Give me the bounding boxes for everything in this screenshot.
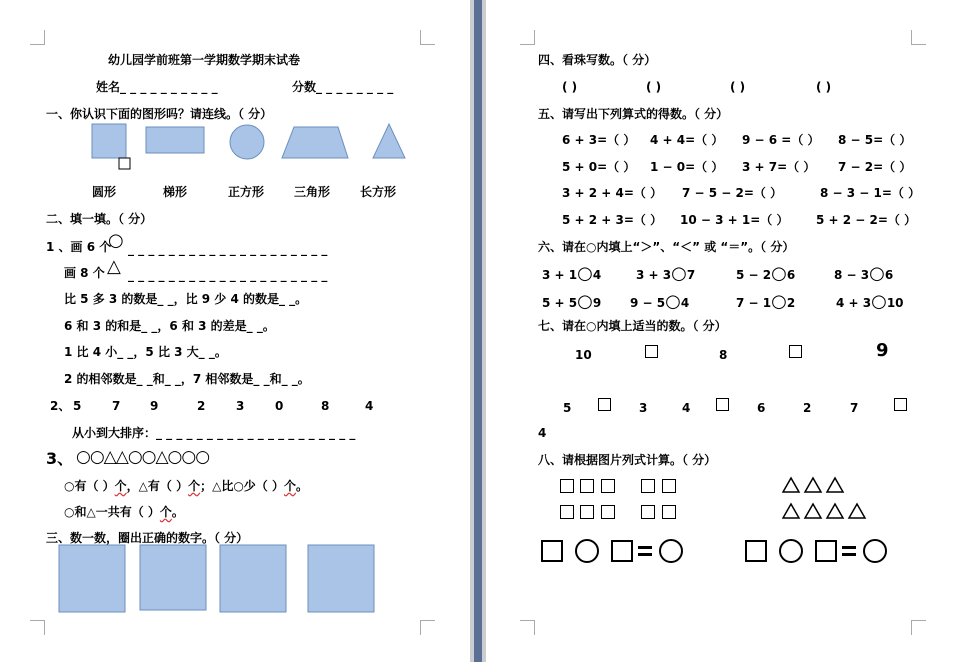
circle-icon: ○ xyxy=(108,230,124,251)
compare-item xyxy=(630,291,690,312)
q2-number: 5 xyxy=(73,399,82,413)
q2-number: 9 xyxy=(150,399,159,413)
crop-mark xyxy=(420,620,435,635)
bead-blank: ( ) xyxy=(730,80,746,94)
square-picture xyxy=(641,479,655,493)
compare-item xyxy=(834,263,894,284)
sequence-number: 9 xyxy=(876,340,889,361)
calc-item: 3 + 2 + 4=（ ） xyxy=(562,186,663,200)
calc-item: 5 + 0=（ ） xyxy=(562,160,636,174)
compare-left: 7 − 1 xyxy=(736,296,772,310)
compare-item xyxy=(736,263,796,284)
left-page xyxy=(0,0,470,662)
square-shape xyxy=(92,124,126,158)
compare-right: 4 xyxy=(680,296,690,310)
q2-label: 2、 xyxy=(50,399,71,413)
triangle-picture xyxy=(805,478,821,492)
section-2-heading: 二、填一填。（ 分） xyxy=(46,212,153,226)
calc-item: 4 + 4=（ ） xyxy=(650,133,724,147)
exam-title: 幼儿园学前班第一学期数学期末试卷 xyxy=(108,53,301,67)
equation-box xyxy=(542,541,562,561)
counting-pictures xyxy=(56,542,378,614)
section-8-heading: 八、请根据图片列式计算。（ 分） xyxy=(538,453,717,467)
equals-sign xyxy=(842,553,856,556)
picture-box-1 xyxy=(59,545,125,612)
shape-label-trapezoid: 梯形 xyxy=(163,185,188,199)
triangle-picture xyxy=(805,504,821,518)
compare-left: 3 + 1 xyxy=(542,268,578,282)
q1-compare: 比 5 多 3 的数是_ _，比 9 少 4 的数是_ _。 xyxy=(64,292,308,306)
rectangle-shape xyxy=(146,127,204,153)
q3-ge-2: 个 xyxy=(188,479,201,493)
calc-item: 8 − 3 − 1=（ ） xyxy=(820,186,921,200)
calc-item: 8 − 5=（ ） xyxy=(838,133,912,147)
triangle-shape xyxy=(373,124,405,158)
compare-right: 6 xyxy=(786,268,796,282)
bead-blank: ( ) xyxy=(562,80,578,94)
compare-left: 4 + 3 xyxy=(836,296,872,310)
q1-draw-line-1: _ _ _ _ _ _ _ _ _ _ _ _ _ _ _ _ _ _ _ _ xyxy=(128,242,328,256)
equation-right xyxy=(742,537,902,567)
section-3-heading: 三、数一数，圈出正确的数字。（ 分） xyxy=(46,531,249,545)
q1-draw-triangles: 画 8 个 xyxy=(64,266,105,280)
equation-circle xyxy=(864,540,886,562)
calc-item: 3 + 7=（ ） xyxy=(742,160,816,174)
blank-circle-icon: ○ xyxy=(771,263,787,284)
compare-item xyxy=(542,291,602,312)
section-7-heading: 七、请在○内填上适当的数。（ 分） xyxy=(538,319,727,333)
sequence-number: 4 xyxy=(682,401,691,415)
triangle-picture xyxy=(783,478,799,492)
compare-right: 6 xyxy=(884,268,894,282)
section-6-heading: 六、请在○内填上“＞”、“＜” 或 “＝”。（ 分） xyxy=(538,240,795,254)
bead-blank: ( ) xyxy=(816,80,832,94)
compare-left: 5 + 5 xyxy=(542,296,578,310)
square-picture xyxy=(662,479,676,493)
q3-total-line xyxy=(64,504,184,520)
square-picture xyxy=(662,505,676,519)
calc-item: 5 + 2 + 3=（ ） xyxy=(562,213,663,227)
blank-circle-icon: ○ xyxy=(577,263,593,284)
equals-sign xyxy=(842,546,856,549)
q2-number: 7 xyxy=(112,399,121,413)
compare-item xyxy=(836,291,904,312)
picture-box-2 xyxy=(140,545,206,610)
blank-circle-icon: ○ xyxy=(869,263,885,284)
q2-sort-line: 从小到大排序：_ _ _ _ _ _ _ _ _ _ _ _ _ _ _ _ _ _ _ _ xyxy=(72,426,356,440)
square-picture xyxy=(601,505,615,519)
square-picture xyxy=(601,479,615,493)
equation-left xyxy=(538,537,698,567)
equals-sign xyxy=(638,546,652,549)
crop-mark xyxy=(520,30,535,45)
sequence-number: 6 xyxy=(757,401,766,415)
q3-triangles-count: ，△有（ ） xyxy=(126,479,189,493)
crop-mark xyxy=(420,30,435,45)
q3-period: 。 xyxy=(296,479,309,493)
q2-number: 4 xyxy=(365,399,374,413)
answer-box[interactable] xyxy=(645,345,658,358)
q3-count-line xyxy=(64,478,308,494)
q1-neighbors: 2 的相邻数是_ _和_ _，7 相邻数是_ _和_ _。 xyxy=(64,372,310,386)
shapes-row xyxy=(86,122,416,174)
small-square-marker xyxy=(119,158,130,169)
compare-item xyxy=(636,263,696,284)
q1-draw-circles: 1 、画 6 个 xyxy=(46,240,112,254)
sequence-number: 3 xyxy=(639,401,648,415)
answer-box[interactable] xyxy=(789,345,802,358)
equation-box xyxy=(612,541,632,561)
compare-item xyxy=(542,263,602,284)
calc-item: 9 − 6 =（ ） xyxy=(742,133,820,147)
blank-circle-icon: ○ xyxy=(771,291,787,312)
compare-right: 7 xyxy=(686,268,696,282)
picture-box-3 xyxy=(220,545,286,612)
equation-box xyxy=(746,541,766,561)
q1-smaller-bigger: 1 比 4 小_ _，5 比 3 大_ _。 xyxy=(64,345,227,359)
calc-item: 1 − 0=（ ） xyxy=(650,160,724,174)
crop-mark xyxy=(30,620,45,635)
sequence-number: 4 xyxy=(538,426,547,440)
q3-compare-count: ；△比○少（ ） xyxy=(200,479,284,493)
sequence-number: 8 xyxy=(719,348,728,362)
blank-circle-icon: ○ xyxy=(871,291,887,312)
shape-label-circle: 圆形 xyxy=(92,185,117,199)
shape-label-triangle: 三角形 xyxy=(294,185,331,199)
answer-box[interactable] xyxy=(598,398,611,411)
calc-item: 10 − 3 + 1=（ ） xyxy=(680,213,789,227)
compare-left: 5 − 2 xyxy=(736,268,772,282)
gutter-bar xyxy=(474,0,482,662)
blank-circle-icon: ○ xyxy=(665,291,681,312)
crop-mark xyxy=(911,620,926,635)
equation-circle xyxy=(576,540,598,562)
equation-circle xyxy=(780,540,802,562)
shape-label-rectangle: 长方形 xyxy=(360,185,397,199)
page-gutter xyxy=(470,0,486,662)
calc-item: 7 − 2=（ ） xyxy=(838,160,912,174)
equation-box xyxy=(816,541,836,561)
q3-total: ○和△一共有（ ） xyxy=(64,505,160,519)
compare-left: 8 − 3 xyxy=(834,268,870,282)
q3-period: 。 xyxy=(171,505,184,519)
circle-shape xyxy=(230,125,264,159)
crop-mark xyxy=(911,30,926,45)
shape-label-square: 正方形 xyxy=(228,185,265,199)
triangle-picture xyxy=(827,478,843,492)
picture-box-4 xyxy=(308,545,374,612)
q1-sum-diff: 6 和 3 的和是_ _，6 和 3 的差是_ _。 xyxy=(64,319,275,333)
calc-item: 7 − 5 − 2=（ ） xyxy=(682,186,783,200)
bead-blank: ( ) xyxy=(646,80,662,94)
equation-circle xyxy=(660,540,682,562)
compare-right: 10 xyxy=(886,296,904,310)
compare-right: 4 xyxy=(592,268,602,282)
triangle-picture xyxy=(783,504,799,518)
q2-number: 8 xyxy=(321,399,330,413)
q2-number: 2 xyxy=(197,399,206,413)
calc-item: 6 + 3=（ ） xyxy=(562,133,636,147)
answer-box[interactable] xyxy=(894,398,907,411)
sequence-number: 2 xyxy=(803,401,812,415)
q3-label: 3、 xyxy=(46,449,74,468)
square-picture xyxy=(560,505,574,519)
q2-number: 3 xyxy=(236,399,245,413)
square-picture xyxy=(560,479,574,493)
square-picture xyxy=(641,505,655,519)
calc-item: 5 + 2 − 2=（ ） xyxy=(816,213,917,227)
blank-circle-icon: ○ xyxy=(577,291,593,312)
triangle-pictures xyxy=(782,476,872,522)
q1-draw-line-2: _ _ _ _ _ _ _ _ _ _ _ _ _ _ _ _ _ _ _ _ xyxy=(128,268,328,282)
sequence-number: 5 xyxy=(563,401,572,415)
square-picture xyxy=(580,505,594,519)
right-page xyxy=(486,0,959,662)
sequence-number: 7 xyxy=(850,401,859,415)
compare-left: 9 − 5 xyxy=(630,296,666,310)
compare-right: 9 xyxy=(592,296,602,310)
section-5-heading: 五、请写出下列算式的得数。（ 分） xyxy=(538,107,729,121)
q3-ge-3: 个 xyxy=(284,479,297,493)
answer-box[interactable] xyxy=(716,398,729,411)
triangle-picture xyxy=(849,504,865,518)
triangle-icon: △ xyxy=(107,256,121,277)
q3-shapes: ○○△△○○△○○○ xyxy=(76,447,210,467)
score-field: 分数_ _ _ _ _ _ _ _ xyxy=(292,80,394,94)
q3-circles-count: ○有（ ） xyxy=(64,479,115,493)
triangle-picture xyxy=(827,504,843,518)
compare-right: 2 xyxy=(786,296,796,310)
crop-mark xyxy=(30,30,45,45)
square-picture xyxy=(580,479,594,493)
blank-circle-icon: ○ xyxy=(671,263,687,284)
equals-sign xyxy=(638,553,652,556)
q3-ge-4: 个 xyxy=(159,505,172,519)
section-4-heading: 四、看珠写数。（ 分） xyxy=(538,53,657,67)
sequence-number: 10 xyxy=(575,348,592,362)
crop-mark xyxy=(520,620,535,635)
name-field: 姓名_ _ _ _ _ _ _ _ _ _ xyxy=(96,80,218,94)
section-1-heading: 一、你认识下面的图形吗？请连线。（ 分） xyxy=(46,107,273,121)
q2-number: 0 xyxy=(275,399,284,413)
trapezoid-shape xyxy=(282,127,348,158)
q3-ge-1: 个 xyxy=(114,479,127,493)
compare-left: 3 + 3 xyxy=(636,268,672,282)
compare-item xyxy=(736,291,796,312)
